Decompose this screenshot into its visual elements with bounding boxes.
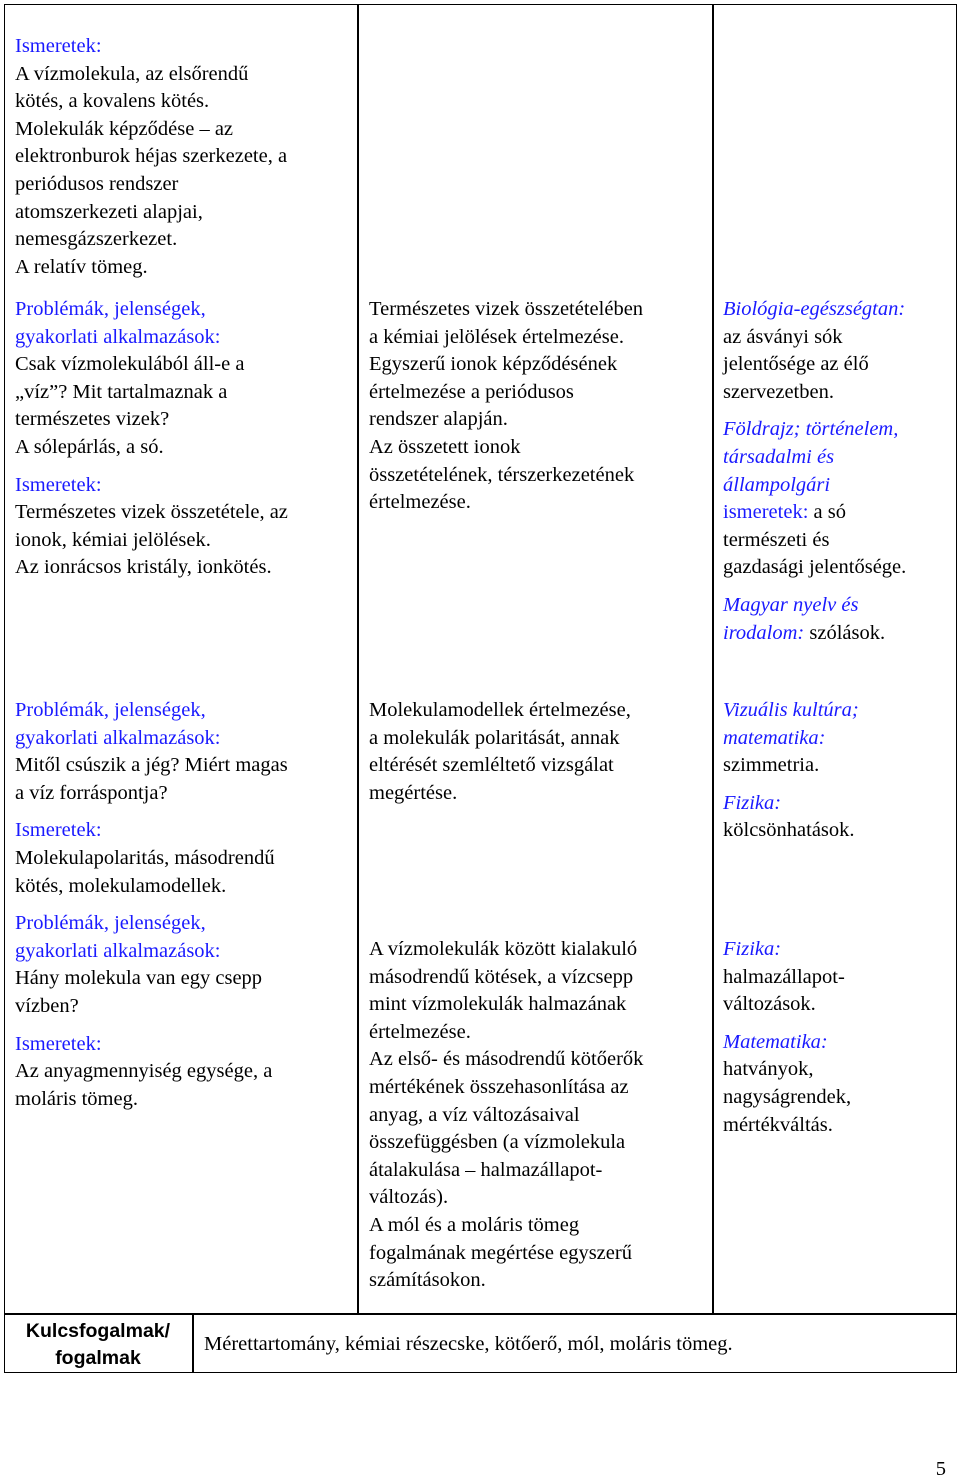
column-divider-1 [357,4,359,1314]
text-line: A relatív tömeg. [15,255,148,278]
col1-b4-label2: gyakorlati alkalmazások: [15,726,221,749]
geography-label-line: Földrajz; történelem, [723,418,899,441]
footer-column-divider [192,1313,194,1373]
text-line: Molekulapolaritás, másodrendű [15,846,275,869]
text-line: hatványok, [723,1058,814,1081]
text-line: periódusos rendszer [15,172,179,195]
col1-b7-label: Ismeretek: [15,1032,102,1055]
col1-b2-label2: gyakorlati alkalmazások: [15,325,221,348]
text-line: másodrendű kötések, a vízcsepp [369,965,634,988]
col3-block2 [723,697,955,845]
text-line: Természetes vizek összetétele, az [15,501,288,524]
col1-b6-label1: Problémák, jelenségek, [15,912,206,935]
mathematics-label: matematika: [723,726,826,749]
text-line: értelmezése. [369,491,471,514]
text-line: természeti és [723,528,830,551]
text-line: mint vízmolekulák halmazának [369,993,627,1016]
text-line: nemesgázszerkezet. [15,228,178,251]
text-line: természetes vizek? [15,408,170,431]
mathematics-label: Matematika: [723,1030,828,1053]
text-line: A mól és a moláris tömeg [369,1213,580,1236]
text-line: változás). [369,1186,449,1209]
col2-block2 [369,697,709,807]
text-line: moláris tömeg. [15,1087,138,1110]
physics-label: Fizika: [723,791,782,814]
text-line: mértékének összehasonlítása az [369,1075,629,1098]
col1-b5-label: Ismeretek: [15,819,102,842]
text-line: nagyságrendek, [723,1085,852,1108]
text-line: szervezetben. [723,380,834,403]
text-line: változások. [723,993,816,1016]
visual-culture-label: Vizuális kultúra; [723,699,859,721]
text-line: gazdasági jelentősége. [723,556,907,579]
key-label-line: Kulcsfogalmak/ [25,1320,171,1342]
col1-b1-label: Ismeretek: [15,35,102,57]
col1-block1 [15,33,355,281]
col1-b3-label: Ismeretek: [15,473,102,496]
text-line: megértése. [369,781,458,804]
text-line: Molekulák képződése – az [15,117,234,140]
text-line: szimmetria. [723,754,820,777]
text-line: Az összetett ionok [369,435,521,458]
text-line: eltérését szemléltető vizsgálat [369,754,614,777]
text-line: jelentősége az élő [723,353,869,376]
hungarian-label-end: irodalom: [723,621,805,644]
text-line: fogalmának megértése egyszerű [369,1241,632,1264]
col3-block1 [723,296,955,647]
text-line: vízben? [15,994,79,1017]
text-line: A sólepárlás, a só. [15,435,164,458]
text-line: átalakulása – halmazállapot- [369,1158,603,1181]
key-concepts-text [204,1331,949,1359]
text-line: kötés, a kovalens kötés. [15,90,210,113]
text-line: „víz”? Mit tartalmaznak a [15,380,228,403]
hungarian-label: Magyar nyelv és [723,593,859,616]
footer-divider [4,1313,957,1315]
col2-block1 [369,296,709,517]
key-label-line: fogalmak [55,1347,141,1369]
col2-block3 [369,936,709,1295]
text-line: kölcsönhatások. [723,819,855,842]
text-line: Egyszerű ionok képződésének [369,353,618,376]
text-line: Az ionrácsos kristály, ionkötés. [15,556,272,579]
text-line: mértékváltás. [723,1113,833,1136]
text-line: anyag, a víz változásaival [369,1103,580,1126]
geography-label-end-line [723,499,955,527]
text-line: A vízmolekulák között kialakuló [369,938,638,960]
biology-label: Biológia-egészségtan: [723,298,906,320]
text-line: atomszerkezeti alapjai, [15,200,203,223]
text-line: Mitől csúszik a jég? Miért magas [15,754,288,777]
geography-label-line: állampolgári [723,473,831,496]
text-line: Természetes vizek összetételében [369,298,644,320]
text-line: elektronburok héjas szerkezete, a [15,145,288,168]
hungarian-line [723,620,955,648]
text-line: a molekulák polaritását, annak [369,726,620,749]
text-line: a kémiai jelölések értelmezése. [369,325,624,348]
text-line: összetételének, térszerkezetének [369,463,635,486]
geography-label-end: ismeretek: [723,501,809,524]
text-line: a víz forráspontja? [15,781,168,804]
col3-block3 [723,936,955,1139]
text-line: Csak vízmolekulából áll-e a [15,353,245,376]
text-line: kötés, molekulamodellek. [15,874,227,897]
col1-b4-label1: Problémák, jelenségek, [15,699,206,721]
text-line: A vízmolekula, az elsőrendű [15,62,249,85]
page-number: 5 [935,1458,946,1480]
key-concepts-label [4,1318,192,1372]
text-line: értelmezése a periódusos [369,380,574,403]
col1-block2 [15,296,355,582]
text-line: ionok, kémiai jelölések. [15,528,211,551]
text-line: Az első- és másodrendű kötőerők [369,1048,644,1071]
text-line: Molekulamodellek értelmezése, [369,699,631,721]
text-line: értelmezése. [369,1020,471,1043]
geography-label-line: társadalmi és [723,445,835,468]
col1-block4 [15,697,355,1113]
text-line: Az anyagmennyiség egysége, a [15,1060,273,1083]
text-fragment: a só [808,501,846,524]
key-text: Mérettartomány, kémiai részecske, kötőerő, mól, moláris tömeg. [204,1333,733,1355]
text-line: az ásványi sók [723,325,843,348]
text-line: halmazállapot- [723,965,845,988]
text-line: számításokon. [369,1269,486,1292]
text-line: összefüggésben (a vízmolekula [369,1131,626,1154]
col1-b6-label2: gyakorlati alkalmazások: [15,939,221,962]
text-line: rendszer alapján. [369,408,508,431]
text-line: Hány molekula van egy csepp [15,967,263,990]
column-divider-2 [712,4,714,1314]
physics-label: Fizika: [723,938,782,960]
col1-b2-label1: Problémák, jelenségek, [15,298,206,320]
text-fragment: szólások. [804,621,886,644]
